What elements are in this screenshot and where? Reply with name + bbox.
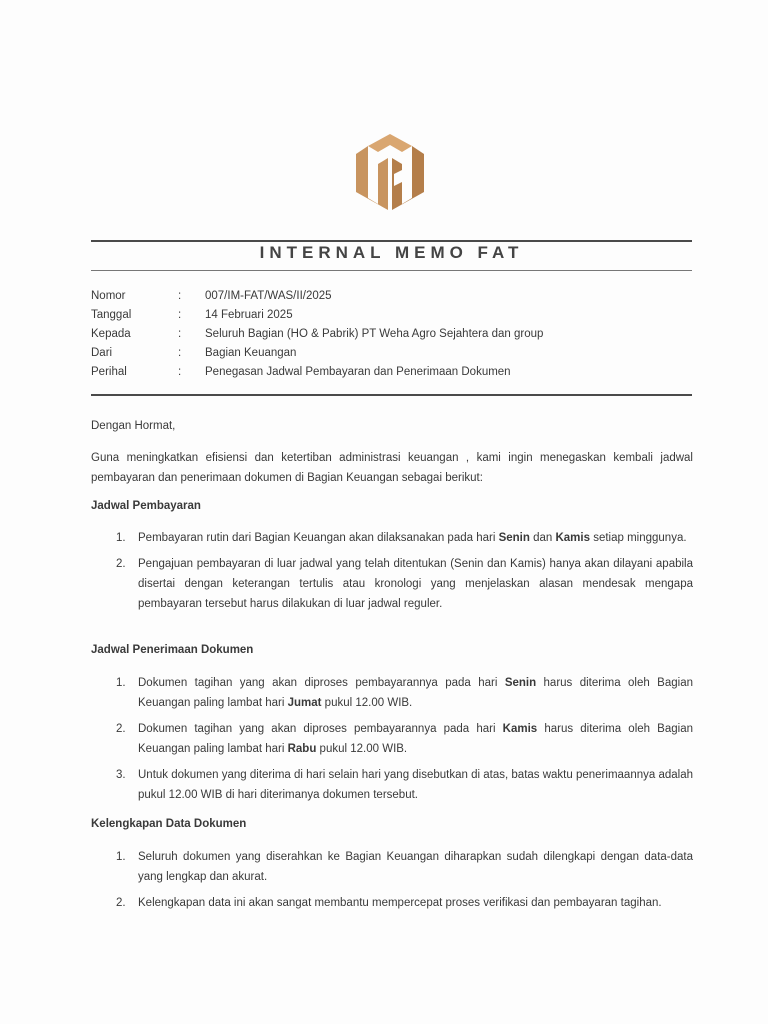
list-text: Seluruh dokumen yang diserahkan ke Bagian Keuangan diharapkan sudah dilengkapi dengan data-data yang lengkap dan akurat. bbox=[138, 851, 693, 883]
meta-colon: : bbox=[178, 366, 182, 378]
text-run: pukul 12.00 WIB. bbox=[321, 697, 413, 709]
greeting: Dengan Hormat, bbox=[91, 420, 176, 432]
list-item bbox=[116, 893, 693, 913]
list-text: Pengajuan pembayaran di luar jadwal yang telah ditentukan (Senin dan Kamis) hanya akan dilayani apabila disertai dengan keterangan tertulis atau kronologi yang menjelaskan alasan mendesak mengapa pembayaran tersebut harus dilakukan di luar jadwal reguler. bbox=[138, 558, 693, 610]
text-run: harus diterima oleh Bagian Keuangan paling lambat hari bbox=[138, 677, 693, 709]
meta-colon: : bbox=[178, 328, 182, 340]
list-number: 2. bbox=[116, 723, 126, 735]
metadata-bottom-rule bbox=[91, 394, 692, 396]
list-number: 2. bbox=[116, 558, 126, 570]
bold-text: Senin bbox=[498, 532, 530, 544]
section-heading-completeness: Kelengkapan Data Dokumen bbox=[91, 818, 247, 830]
list-item bbox=[116, 719, 693, 759]
bold-text: Senin bbox=[504, 677, 537, 689]
meta-row-tanggal bbox=[91, 306, 543, 325]
meta-label: Nomor bbox=[91, 290, 126, 302]
meta-row-dari bbox=[91, 344, 543, 363]
text-run: Pembayaran rutin dari Bagian Keuangan akan dilaksanakan pada hari bbox=[138, 532, 499, 544]
meta-value: 007/IM-FAT/WAS/II/2025 bbox=[205, 290, 332, 302]
meta-label: Kepada bbox=[91, 328, 131, 340]
text-run: Dokumen tagihan yang akan diproses pembayarannya pada hari bbox=[138, 723, 503, 735]
list-number: 3. bbox=[116, 769, 126, 781]
list-text bbox=[138, 719, 693, 759]
documents-list bbox=[116, 673, 693, 805]
list-number: 1. bbox=[116, 677, 126, 689]
list-item bbox=[116, 673, 693, 713]
meta-value: Seluruh Bagian (HO & Pabrik) PT Weha Agro Sejahtera dan group bbox=[205, 328, 544, 340]
text-run: harus diterima oleh Bagian Keuangan paling lambat hari bbox=[138, 723, 693, 755]
payment-list bbox=[116, 528, 693, 614]
meta-row-nomor bbox=[91, 287, 543, 306]
meta-value: 14 Februari 2025 bbox=[205, 309, 293, 321]
list-number: 2. bbox=[116, 897, 126, 909]
memo-title: INTERNAL MEMO FAT bbox=[259, 243, 524, 262]
list-text: Kelengkapan data ini akan sangat membantu mempercepat proses verifikasi dan pembayaran tagihan. bbox=[138, 897, 662, 909]
bold-text: Rabu bbox=[287, 743, 317, 755]
meta-label: Perihal bbox=[91, 366, 127, 378]
list-text: Untuk dokumen yang diterima di hari selain hari yang disebutkan di atas, batas waktu penerimaannya adalah pukul 12.00 WIB di hari diterimanya dokumen tersebut. bbox=[138, 769, 693, 801]
meta-value: Bagian Keuangan bbox=[205, 347, 297, 359]
list-item bbox=[116, 528, 693, 548]
company-logo bbox=[348, 128, 432, 224]
meta-row-perihal bbox=[91, 363, 543, 382]
list-text bbox=[138, 673, 693, 713]
meta-label: Tanggal bbox=[91, 309, 132, 321]
list-number: 1. bbox=[116, 851, 126, 863]
list-item bbox=[116, 847, 693, 887]
bold-text: Kamis bbox=[502, 723, 538, 735]
text-run: pukul 12.00 WIB. bbox=[316, 743, 408, 755]
completeness-list bbox=[116, 847, 693, 913]
text-run: setiap minggunya. bbox=[590, 532, 687, 544]
section-heading-documents: Jadwal Penerimaan Dokumen bbox=[91, 644, 254, 656]
meta-colon: : bbox=[178, 290, 182, 302]
text-run: dan bbox=[529, 532, 556, 544]
list-number: 1. bbox=[116, 532, 126, 544]
text-run: Dokumen tagihan yang akan diproses pembayarannya pada hari bbox=[138, 677, 505, 689]
title-top-rule bbox=[91, 240, 692, 242]
meta-value: Penegasan Jadwal Pembayaran dan Penerimaan Dokumen bbox=[205, 366, 511, 378]
meta-label: Dari bbox=[91, 347, 113, 359]
bold-text: Kamis bbox=[555, 532, 591, 544]
title-bottom-rule bbox=[91, 270, 692, 271]
bold-text: Jumat bbox=[287, 697, 322, 709]
memo-metadata bbox=[91, 287, 543, 382]
list-text bbox=[138, 528, 693, 548]
list-item bbox=[116, 765, 693, 805]
section-heading-payment: Jadwal Pembayaran bbox=[91, 500, 201, 512]
meta-colon: : bbox=[178, 309, 182, 321]
meta-colon: : bbox=[178, 347, 182, 359]
intro-paragraph: Guna meningkatkan efisiensi dan ketertiban administrasi keuangan , kami ingin menegaskan kembali jadwal pembayaran dan penerimaan dokumen di Bagian Keuangan sebagai berikut: bbox=[91, 452, 693, 484]
meta-row-kepada bbox=[91, 325, 543, 344]
list-item bbox=[116, 554, 693, 614]
